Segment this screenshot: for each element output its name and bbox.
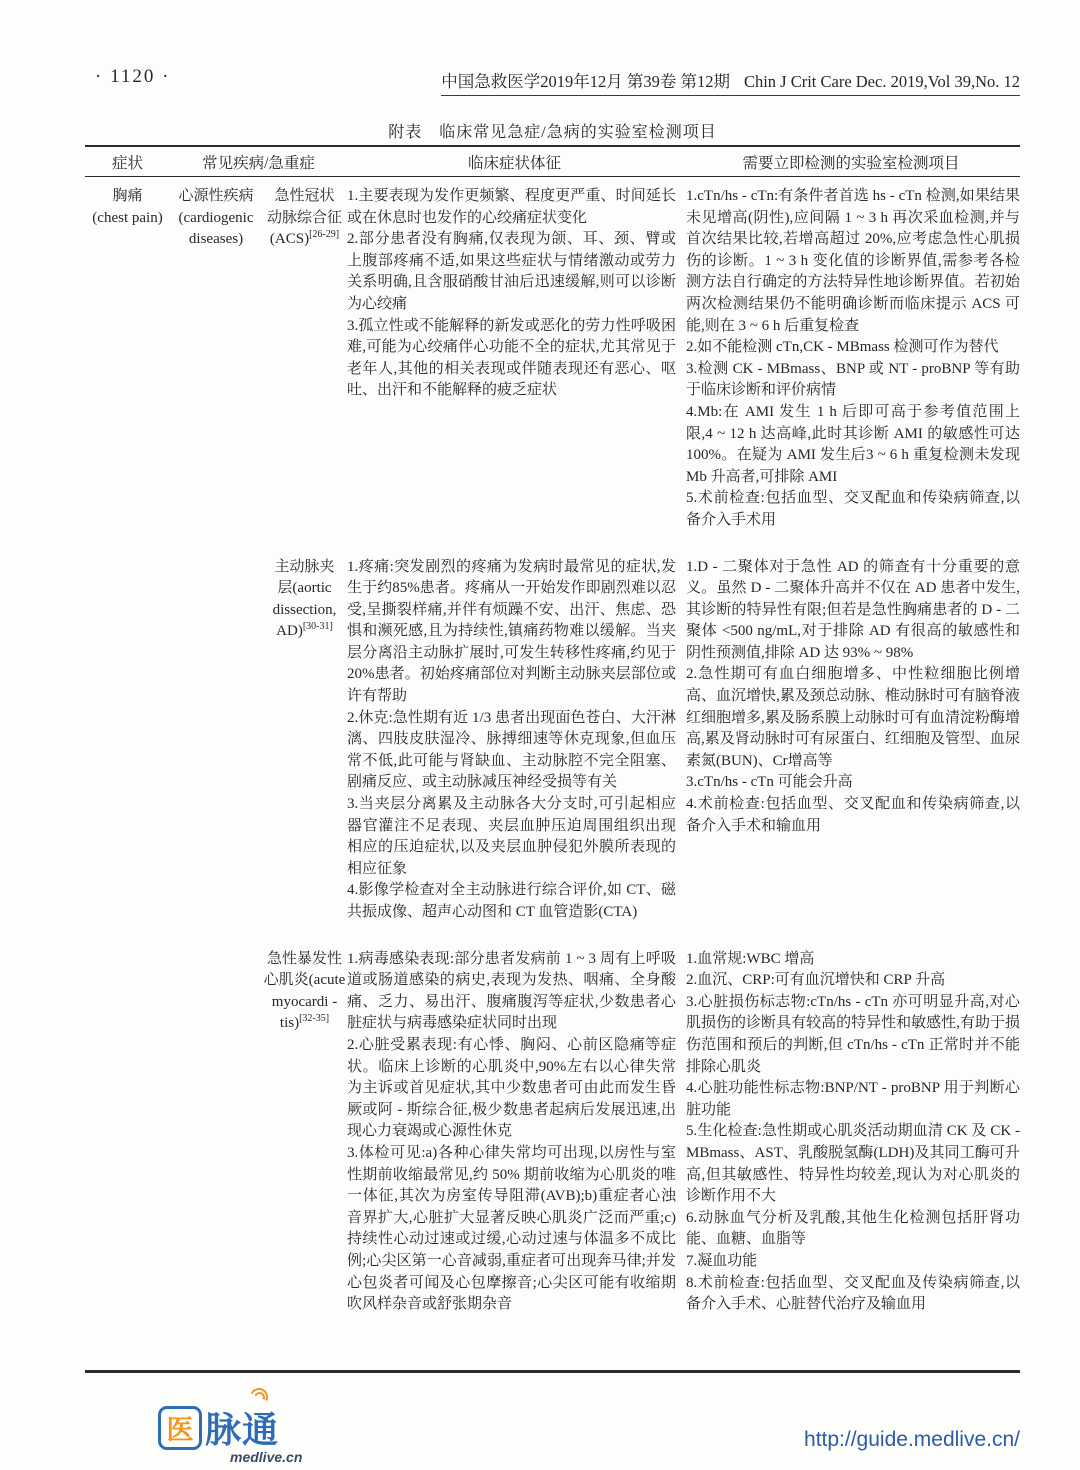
category-line: (cardiogenic: [178, 209, 254, 226]
medlive-domain-text: medlive.cn: [230, 1449, 303, 1465]
clinical-item: 1.疼痛:突发剧烈的疼痛为发病时最常见的症状,发生于约85%患者。疼痛从一开始发作即剧烈难以忍受,呈撕裂样痛,并伴有烦躁不安、出汗、焦虑、恐惧和濒死感,且为持续性,镇痛药物难以缓解。当夹层分离沿主动脉扩展时,可发生转移性疼痛,约见于20%患者。初始疼痛部位对判断主动脉夹层部位或许有帮助: [347, 558, 676, 705]
symptom-cell-empty: [85, 949, 170, 1316]
disease-name-line: 动脉综合征: [266, 209, 342, 226]
disease-name-line: [262, 621, 347, 643]
disease-name-text: AD): [276, 623, 303, 640]
clinical-item: 2.心脏受累表现:有心悸、胸闷、心前区隐痛等症状。临床上诊断的心肌炎中,90%左右以心律失常为主诉或首见症状,其中少数患者可由此而发生昏厥或阿 - 斯综合征,极少数患者起病后发展迅速,出现心力衰竭或心源性休克: [347, 1036, 676, 1140]
reference-superscript: [32-35]: [299, 1013, 330, 1025]
header-lab: 需要立即检测的实验室检测项目: [742, 154, 960, 172]
lab-item: 5.术前检查:包括血型、交叉配血和传染病筛查,以备介入手术用: [686, 490, 1020, 528]
header-symptom: 症状: [111, 154, 143, 172]
table-caption: 附表 临床常见急症/急病的实验室检测项目: [388, 124, 717, 141]
category-line: 心源性疾病: [178, 188, 254, 204]
table-row: [85, 940, 1020, 1332]
medlive-logo[interactable]: [158, 1402, 368, 1465]
symptom-cell-empty: [85, 557, 170, 924]
header-clinical: 临床症状体征: [467, 154, 561, 172]
clinical-item: 4.影像学检查对全主动脉进行综合评价,如 CT、磁共振成像、超声心动图和 CT 血管造影(CTA): [347, 882, 676, 920]
wifi-signal-icon: [247, 1385, 270, 1408]
disease-category-cell-empty: [170, 557, 262, 924]
disease-name-line: 主动脉夹: [274, 558, 335, 575]
disease-name-cell: [262, 557, 347, 924]
lab-item: 2.急性期可有血白细胞增多、中性粒细胞比例增高、血沉增快,累及颈总动脉、椎动脉时可有脑脊液红细胞增多,累及肠系膜上动脉时可有血清淀粉酶增高,累及肾动脉时可有尿蛋白、红细胞及管型、血尿素氮(BUN)、Cr增高等: [686, 666, 1020, 769]
lab-cell: [682, 557, 1020, 924]
lab-item: 3.cTn/hs - cTn 可能会升高: [686, 774, 853, 791]
lab-item: 3.检测 CK - MBmass、BNP 或 NT - proBNP 等有助于临床诊断和评价病情: [686, 360, 1020, 399]
medlive-logo-row: [158, 1402, 368, 1453]
clinical-cell: [347, 186, 682, 532]
clinical-item: 1.主要表现为发作更频繁、程度更严重、时间延长或在休息时也发作的心绞痛症状变化: [347, 188, 676, 226]
disease-category-cell: [170, 186, 262, 532]
symptom-en: (chest pain): [92, 209, 163, 226]
lab-item: 4.Mb:在 AMI 发生 1 h 后即可高于参考值范围上限,4 ~ 12 h 达高峰,此时其诊断 AMI 的敏感性可达 100%。在疑为 AMI 发生后3 ~ 6 h 重复检测未发现 Mb 升高者,可排除 AMI: [686, 403, 1020, 485]
disease-name-cell: [262, 186, 347, 532]
lab-item: 5.生化检查:急性期或心肌炎活动期血清 CK 及 CK - MBmass、AST、乳酸脱氢酶(LDH)及其同工酶可升高,但其敏感性、特异性均较差,现认为对心肌炎的诊断作用不大: [686, 1123, 1020, 1205]
lab-item: 6.动脉血气分析及乳酸,其他生化检测包括肝肾功能、血糖、血脂等: [686, 1209, 1020, 1248]
disease-name-line: dissection,: [272, 601, 337, 618]
lab-tests-table: [85, 145, 1020, 1373]
clinical-item: 2.部分患者没有胸痛,仅表现为颌、耳、颈、臂或上腹部疼痛不适,如果这些症状与情绪激动或劳力关系明确,且含服硝酸甘油后迅速缓解,则可以诊断为心绞痛: [347, 231, 676, 312]
disease-name-line: [262, 229, 347, 251]
journal-citation: [441, 68, 1020, 96]
lab-item: 1.血常规:WBC 增高: [686, 950, 815, 967]
disease-name-line: 层(aortic: [277, 580, 332, 597]
lab-item: 3.心脏损伤标志物:cTn/hs - cTn 亦可明显升高,对心肌损伤的诊断具有较高的特异性和敏感性,有助于损伤范围和预后的判断,但 cTn/hs - cTn 正常时并不能排除心肌炎: [686, 993, 1020, 1075]
disease-name-line: myocardi -: [271, 993, 338, 1010]
guide-medlive-url-link[interactable]: http://guide.medlive.cn/: [804, 1428, 1020, 1451]
symptom-cell: [85, 186, 170, 532]
clinical-cell: [347, 557, 682, 924]
medlive-logo-text: [205, 1402, 279, 1453]
lab-item: 1.cTn/hs - cTn:有条件者首选 hs - cTn 检测,如果结果未见增高(阴性),应间隔 1 ~ 3 h 再次采血检测,并与首次结果比较,若增高超过 20%,应考虑急性心肌损伤的诊断。1 ~ 3 h 变化值的诊断界值,需参考各检测方法自行确定的方法特异性地诊断界值。若初始两次检测结果仍不能明确诊断而临床提示 ACS 可能,则在 3 ~ 6 h 后重复检查: [686, 188, 1020, 334]
clinical-cell: [347, 949, 682, 1316]
clinical-item: 2.休克:急性期有近 1/3 患者出现面色苍白、大汗淋漓、四肢皮肤湿冷、脉搏细速等休克现象,但血压常不低,此可能与肾缺血、主动脉腔不完全阻塞、剧痛反应、或主动脉减压神经受损等有关: [347, 709, 676, 791]
lab-item: 8.术前检查:包括血型、交叉配血及传染病筛查,以备介入手术、心脏替代治疗及输血用: [686, 1274, 1020, 1313]
table-row: [85, 177, 1020, 548]
disease-name-line: [262, 1013, 347, 1035]
disease-name-text: (ACS): [269, 231, 310, 248]
journal-citation-en: Chin J Crit Care Dec. 2019,Vol 39,No. 12: [743, 72, 1020, 91]
disease-name-line: 急性暴发性: [266, 950, 342, 967]
disease-name-line: 急性冠状: [274, 188, 335, 204]
disease-category-cell-empty: [170, 949, 262, 1316]
category-line: diseases): [188, 231, 244, 248]
medlive-logo-box: 医: [158, 1406, 202, 1450]
header-disease: 常见疾病/急重症: [202, 154, 315, 172]
clinical-item: 3.体检可见:a)各种心律失常均可出现,以房性与室性期前收缩最常见,约 50% 期前收缩为心肌炎的唯一体征,其次为房室传导阻滞(AVB);b)重症者心浊音界扩大,心脏扩大显著反映心肌炎广泛而严重;c)持续性心动过速或过缓,心动过速与体温多不成比例;心尖区第一心音减弱,重症者可出现奔马律;并发心包炎者可闻及心包摩擦音;心尖区可能有收缩期吹风样杂音或舒张期杂音: [347, 1144, 676, 1313]
table-header-row: [85, 147, 1020, 177]
lab-cell: [682, 949, 1020, 1316]
reference-superscript: [30-31]: [302, 621, 333, 633]
clinical-item: 3.孤立性或不能解释的新发或恶化的劳力性呼吸困难,可能为心绞痛伴心功能不全的症状,尤其常见于老年人,其他的相关表现或伴随表现还有恶心、呕吐、出汗和不能解释的疲乏症状: [347, 317, 676, 399]
lab-item: 7.凝血功能: [686, 1252, 758, 1269]
table-row: [85, 548, 1020, 940]
disease-name-cell: [262, 949, 347, 1316]
lab-item: 4.心脏功能性标志物:BNP/NT - proBNP 用于判断心脏功能: [686, 1080, 1020, 1118]
clinical-item: 1.病毒感染表现:部分患者发病前 1 ~ 3 周有上呼吸道或肠道感染的病史,表现为发热、咽痛、全身酸痛、乏力、易出汗、腹痛腹泻等症状,少数患者心脏症状与病毒感染症状同时出现: [347, 950, 676, 1032]
journal-citation-cn: 中国急救医学2019年12月 第39卷 第12期: [441, 72, 730, 91]
clinical-item: 3.当夹层分离累及主动脉各大分支时,可引起相应器官灌注不足表现、夹层血肿压迫周围组织出现相应的压迫症状,以及夹层血肿侵犯外膜所表现的相应征象: [347, 796, 676, 877]
lab-cell: [682, 186, 1020, 532]
page-number: · 1120 ·: [95, 66, 171, 87]
disease-name-text: tis): [279, 1015, 300, 1032]
symptom-cn: 胸痛: [112, 188, 143, 204]
lab-item: 4.术前检查:包括血型、交叉配血和传染病筛查,以备介入手术和输血用: [686, 796, 1020, 834]
lab-item: 1.D - 二聚体对于急性 AD 的筛查有十分重要的意义。虽然 D - 二聚体升高并不仅在 AD 患者中发生,其诊断的特异性有限;但若是急性胸痛患者的 D - 二聚体 <500 ng/mL,对于排除 AD 有很高的敏感性和阴性预测值,排除 AD 达 93% ~ 98%: [686, 558, 1020, 661]
reference-superscript: [26-29]: [309, 229, 340, 241]
disease-name-line: 心肌炎(acute: [263, 972, 346, 989]
lab-item: 2.如不能检测 cTn,CK - MBmass 检测可作为替代: [686, 339, 999, 356]
lab-item: 2.血沉、CRP:可有血沉增快和 CRP 升高: [686, 972, 946, 989]
medlive-logo-characters: 脉通: [205, 1409, 280, 1450]
